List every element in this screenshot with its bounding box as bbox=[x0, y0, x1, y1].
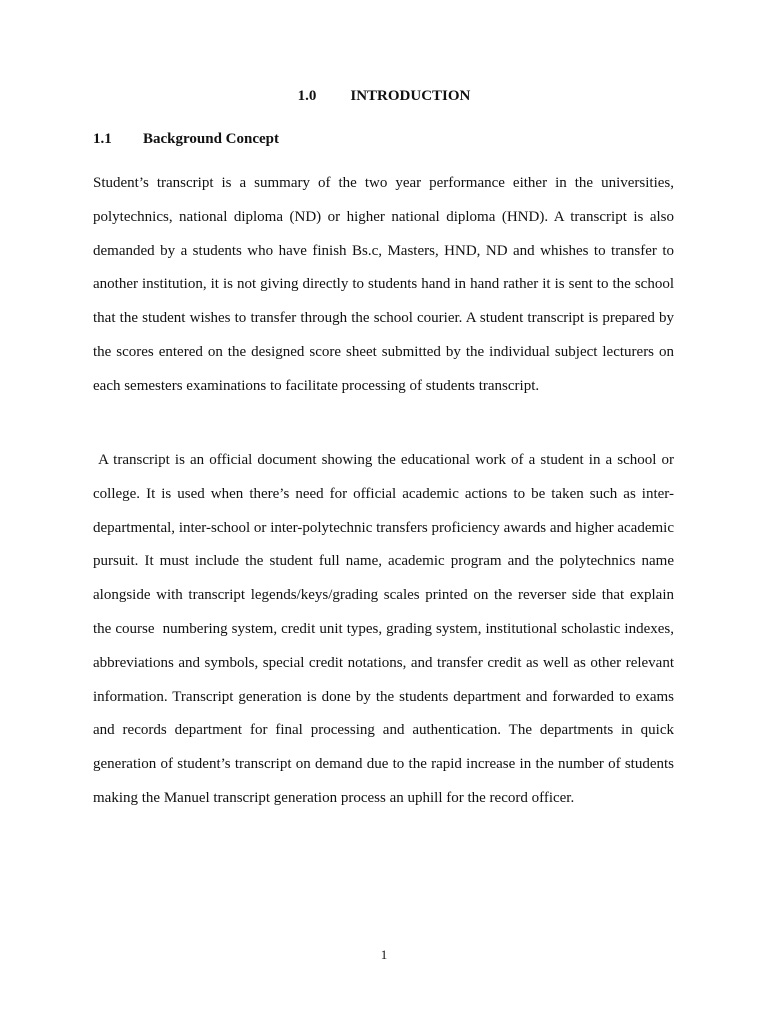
chapter-number: 1.0 bbox=[297, 88, 317, 104]
chapter-heading bbox=[0, 86, 768, 106]
section-title: Background Concept bbox=[143, 131, 279, 147]
section-heading bbox=[93, 129, 279, 149]
body-paragraph-1: Student’s transcript is a summary of the two year performance either in the universities, polytechnics, national diploma (ND) or higher national diploma (HND). A transcript is also demanded by a students who have finish Bs.c, Masters, HND, ND and whishes to transfer to another institution, it is not giving directly to students hand in hand rather it is sent to the school that the student wishes to transfer through the school courier. A student transcript is prepared by the scores entered on the designed score sheet submitted by the individual subject lecturers on each semesters examinations to facilitate processing of students transcript. bbox=[93, 175, 674, 394]
chapter-title: INTRODUCTION bbox=[350, 88, 471, 104]
body-paragraph-2: A transcript is an official document showing the educational work of a student in a school or college. It is used when there’s need for official academic actions to be taken such as inter-departmental, inter-school or inter-polytechnic transfers proficiency awards and higher academic pursuit. It must include the student full name, academic program and the polytechnics name alongside with transcript legends/keys/grading scales printed on the reverser side that explain the course numbering system, credit unit types, grading system, institutional scholastic indexes, abbreviations and symbols, special credit notations, and transfer credit as well as other relevant information. Transcript generation is done by the students department and forwarded to exams and records department for final processing and authentication. The departments in quick generation of student’s transcript on demand due to the rapid increase in the number of students making the Manuel transcript generation process an uphill for the record officer. bbox=[93, 452, 678, 806]
page-number: 1 bbox=[380, 947, 388, 962]
section-number: 1.1 bbox=[93, 131, 112, 147]
